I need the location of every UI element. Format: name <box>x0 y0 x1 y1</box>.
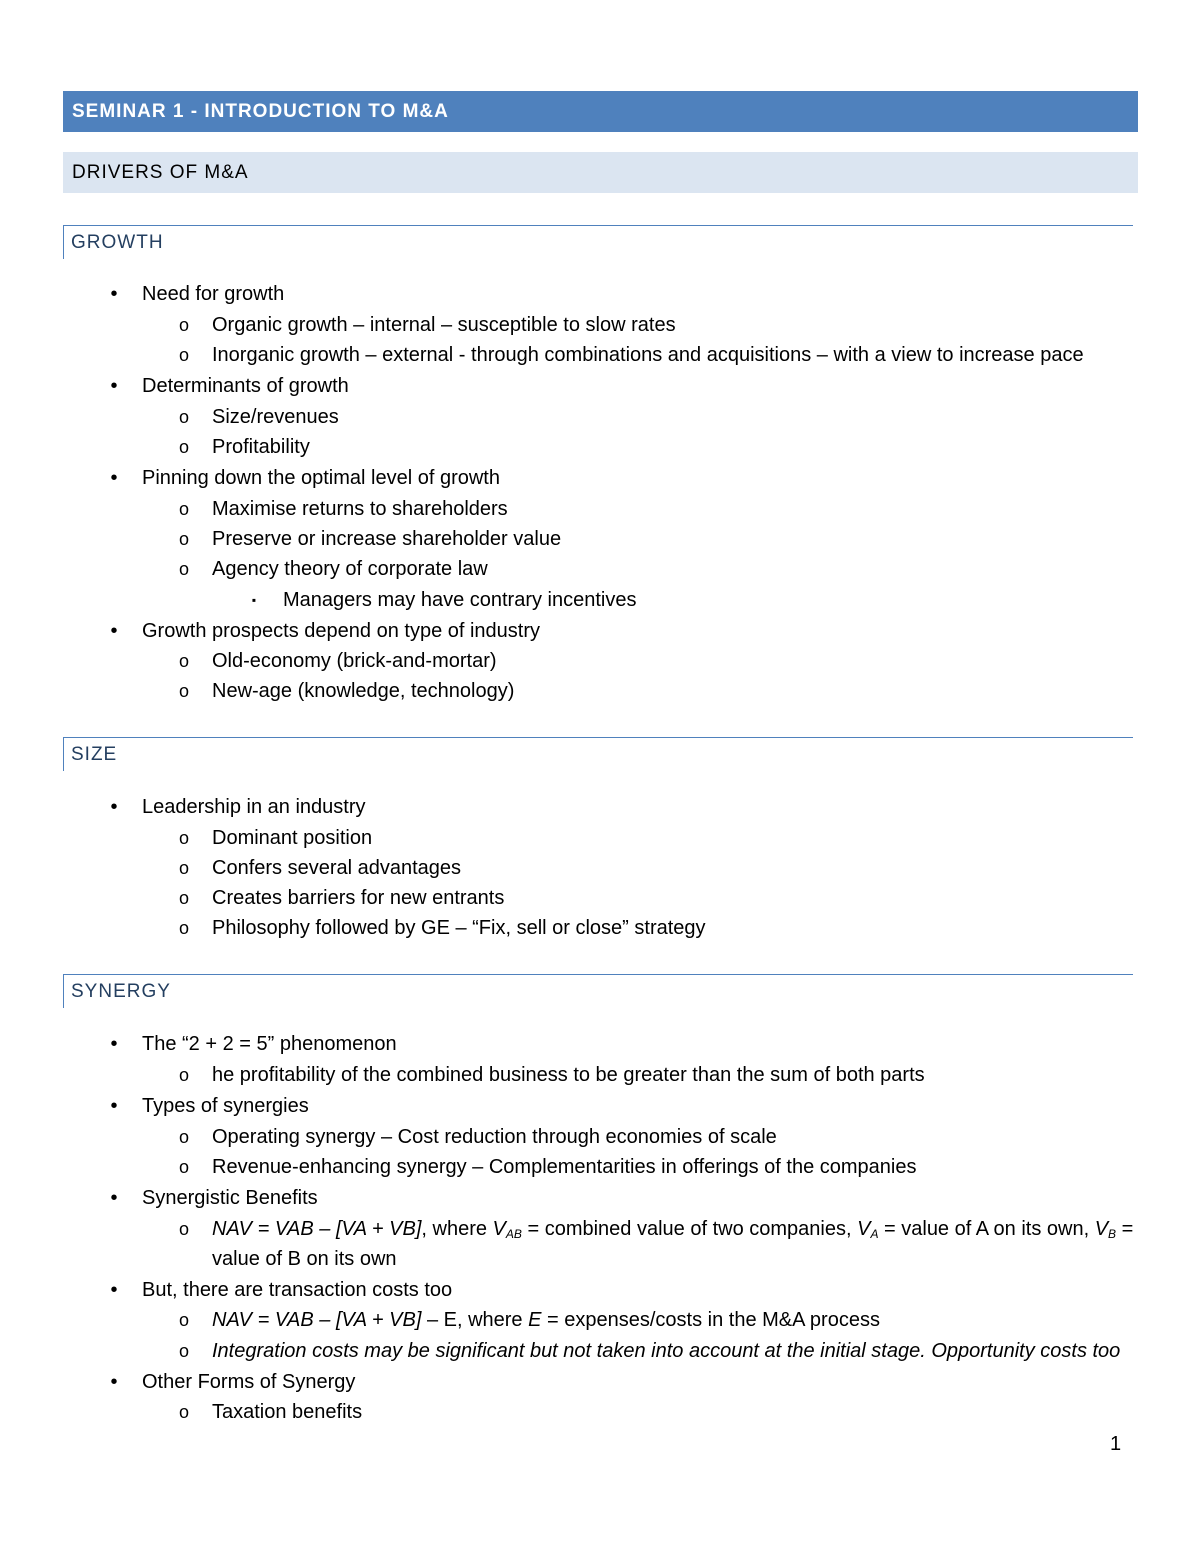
formula-text: = combined value of two companies, <box>521 1218 858 1240</box>
list-item: Philosophy followed by GE – “Fix, sell or close” strategy <box>212 917 706 939</box>
bullet-level2: o <box>178 681 189 701</box>
bullet-level2: o <box>178 559 189 579</box>
list-item: Creates barriers for new entrants <box>212 887 505 909</box>
bullet-level2: o <box>178 315 189 335</box>
bullet-level1: • <box>110 1187 118 1209</box>
bullet-level2: o <box>178 918 189 938</box>
formula-text: = value of A on its own, <box>878 1218 1095 1240</box>
formula-subscript: A <box>870 1227 879 1241</box>
section-heading-size: SIZE <box>63 737 1133 771</box>
formula-var: E <box>528 1309 542 1331</box>
bullet-level2: o <box>178 828 189 848</box>
list-item: Profitability <box>212 436 310 458</box>
list-item: Growth prospects depend on type of industry <box>142 620 541 642</box>
list-item: Organic growth – internal – susceptible to slow rates <box>212 314 676 336</box>
list-item: But, there are transaction costs too <box>142 1279 453 1301</box>
bullet-level2: o <box>178 1065 189 1085</box>
formula-equation: NAV = VAB – [VA + VB] <box>212 1218 422 1240</box>
formula-var: V <box>857 1218 871 1240</box>
formula-continuation: value of B on its own <box>212 1248 397 1270</box>
bullet-level2: o <box>178 1157 189 1177</box>
list-item: The “2 + 2 = 5” phenomenon <box>142 1033 397 1055</box>
list-item: Inorganic growth – external - through combinations and acquisitions – with a view to increase pace <box>212 344 1084 366</box>
list-item: Need for growth <box>142 283 285 305</box>
list-item: Revenue-enhancing synergy – Complementarities in offerings of the companies <box>212 1156 917 1178</box>
list-item: Old-economy (brick-and-mortar) <box>212 650 497 672</box>
bullet-level2: o <box>178 1402 189 1422</box>
list-item: New-age (knowledge, technology) <box>212 680 515 702</box>
bullet-level2: o <box>178 345 189 365</box>
integration-note: Integration costs may be significant but not taken into account at the initial stage. Opportunity costs too <box>212 1340 1121 1362</box>
formula-var: V <box>1094 1218 1109 1240</box>
formula-nav <box>212 1217 1133 1246</box>
list-item: Size/revenues <box>212 406 339 428</box>
list-item: Types of synergies <box>142 1095 309 1117</box>
list-item: Agency theory of corporate law <box>212 558 488 580</box>
bullet-level1: • <box>110 1371 118 1393</box>
formula-text: – E, where <box>421 1309 529 1331</box>
bullet-level1: • <box>110 467 118 489</box>
section-heading-growth: GROWTH <box>63 225 1133 259</box>
list-item: Dominant position <box>212 827 373 849</box>
bullet-level2: o <box>178 499 189 519</box>
bullet-level1: • <box>110 1279 118 1301</box>
list-item: Determinants of growth <box>142 375 349 397</box>
page-subtitle: DRIVERS OF M&A <box>63 152 1138 193</box>
bullet-level2: o <box>178 651 189 671</box>
bullet-level3: ▪ <box>251 593 257 607</box>
bullet-level2: o <box>178 1341 189 1361</box>
formula-equation: NAV = VAB – [VA + VB] <box>212 1309 422 1331</box>
list-item: Operating synergy – Cost reduction through economies of scale <box>212 1126 777 1148</box>
list-item: Other Forms of Synergy <box>142 1371 356 1393</box>
list-item: Preserve or increase shareholder value <box>212 528 562 550</box>
bullet-level1: • <box>110 1033 118 1055</box>
list-item: Pinning down the optimal level of growth <box>142 467 500 489</box>
formula-var: V <box>492 1218 506 1240</box>
list-item: Confers several advantages <box>212 857 462 879</box>
bullet-level1: • <box>110 375 118 397</box>
formula-text: , where <box>421 1218 493 1240</box>
bullet-level1: • <box>110 283 118 305</box>
formula-subscript: AB <box>505 1227 522 1241</box>
list-item: Synergistic Benefits <box>142 1187 318 1209</box>
bullet-level2: o <box>178 1219 189 1239</box>
section-heading-synergy: SYNERGY <box>63 974 1133 1008</box>
bullet-level2: o <box>178 529 189 549</box>
bullet-level2: o <box>178 888 189 908</box>
page-title: SEMINAR 1 - INTRODUCTION TO M&A <box>63 91 1138 132</box>
bullet-level1: • <box>110 796 118 818</box>
list-item: Managers may have contrary incentives <box>283 589 637 611</box>
bullet-level2: o <box>178 407 189 427</box>
formula-nav-expenses <box>212 1308 880 1332</box>
formula-text: = expenses/costs in the M&A process <box>541 1309 880 1331</box>
formula-subscript: B <box>1108 1227 1117 1241</box>
bullet-level2: o <box>178 1310 189 1330</box>
bullet-level2: o <box>178 858 189 878</box>
bullet-level2: o <box>178 1127 189 1147</box>
list-item: Maximise returns to shareholders <box>212 498 508 520</box>
bullet-level2: o <box>178 437 189 457</box>
list-item: he profitability of the combined business to be greater than the sum of both parts <box>212 1064 925 1086</box>
formula-text: = <box>1116 1218 1134 1240</box>
bullet-level1: • <box>110 620 118 642</box>
page-number: 1 <box>1110 1433 1122 1455</box>
list-item: Taxation benefits <box>212 1401 363 1423</box>
bullet-level1: • <box>110 1095 118 1117</box>
list-item: Leadership in an industry <box>142 796 366 818</box>
